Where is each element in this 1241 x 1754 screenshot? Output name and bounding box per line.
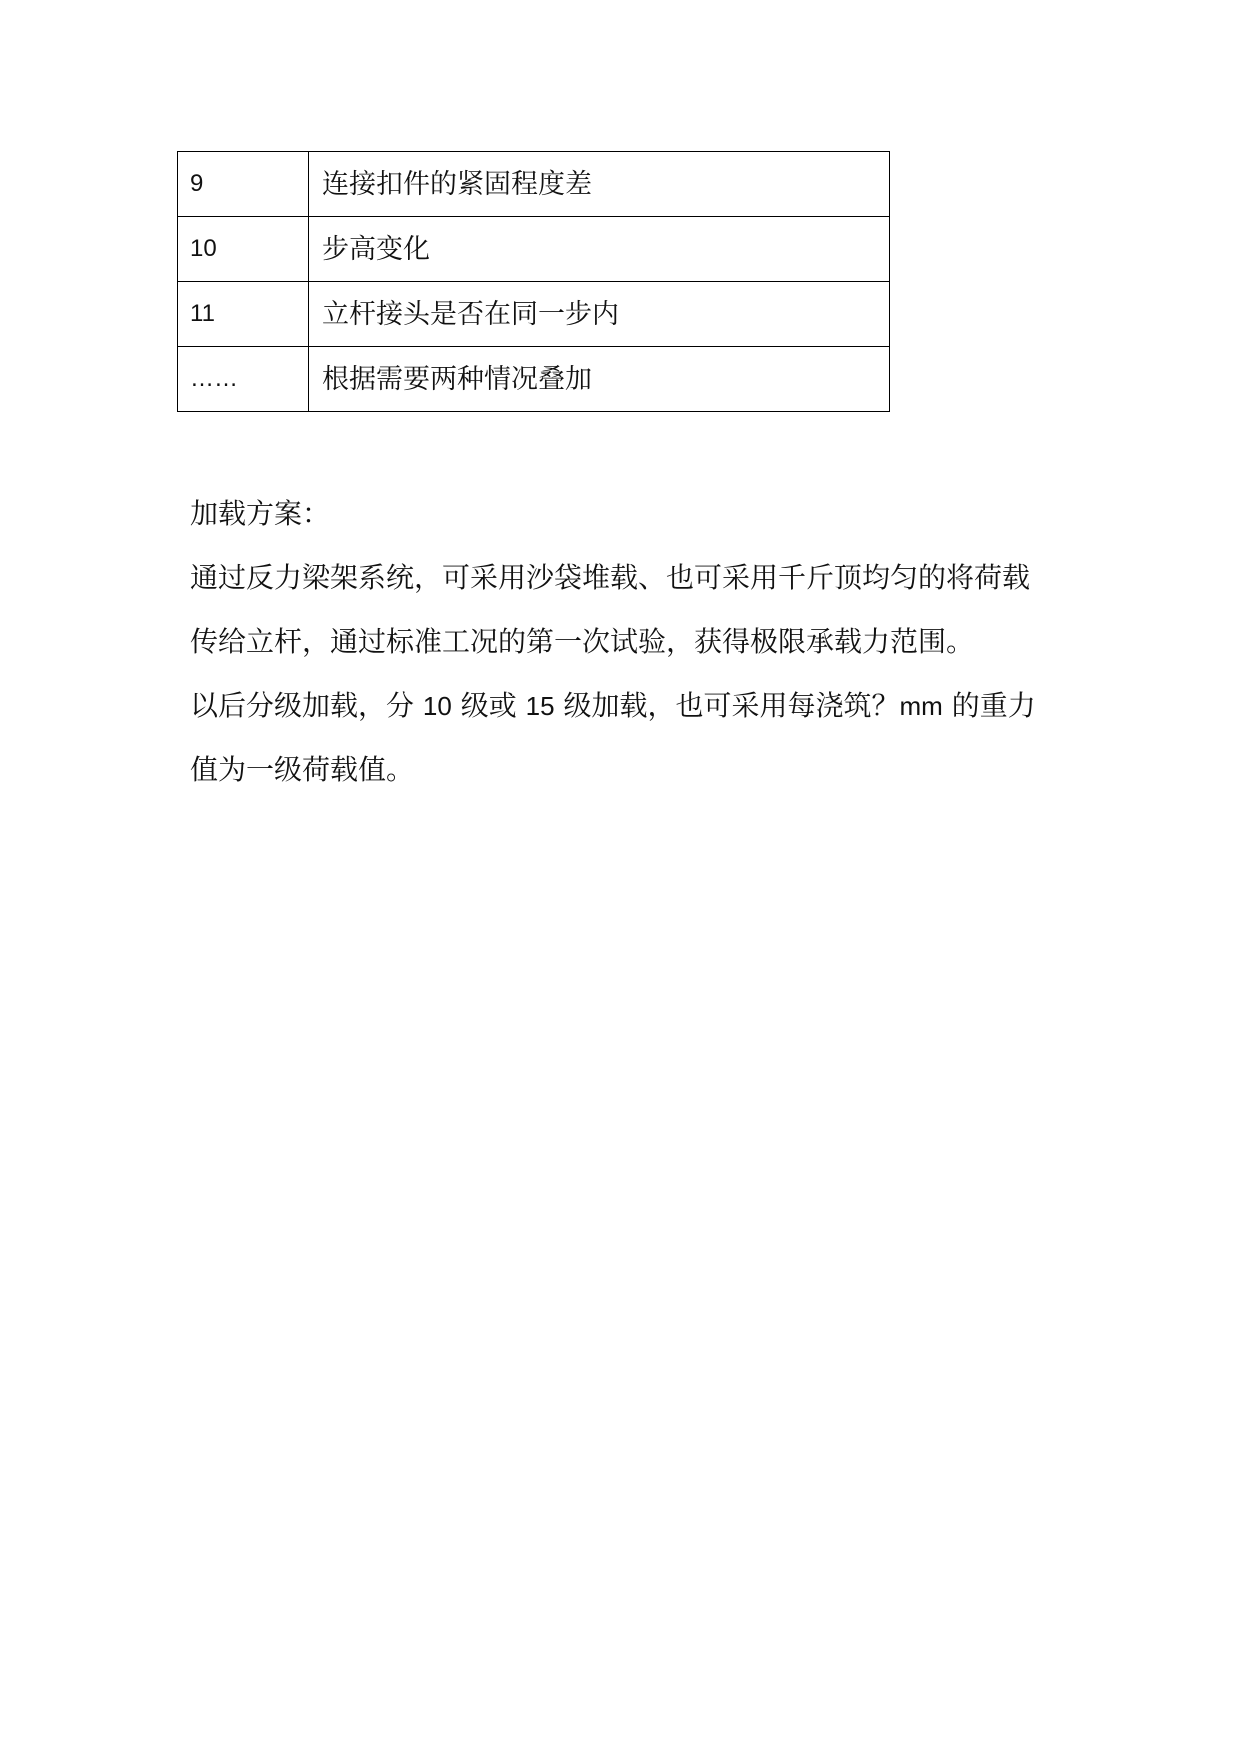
table-row (178, 152, 890, 217)
loading-heading: 加载方案： (190, 497, 331, 530)
level-count-15: 15 (525, 691, 555, 721)
row-number: 11 (178, 282, 309, 347)
row-number: …… (178, 347, 309, 412)
loading-paragraph-line-3 (190, 674, 1070, 738)
table-row (178, 217, 890, 282)
row-description: 立杆接头是否在同一步内 (309, 282, 890, 347)
loading-paragraph-line-1: 通过反力梁架系统，可采用沙袋堆载、也可采用千斤顶均匀的将荷载 (190, 561, 1031, 594)
table-row (178, 282, 890, 347)
line3-text: 的重力 (942, 689, 1036, 722)
row-description: 连接扣件的紧固程度差 (309, 152, 890, 217)
level-count-10: 10 (422, 691, 452, 721)
unit-mm: mm (899, 691, 943, 721)
line3-text: 级或 (451, 689, 526, 722)
line3-text: 级加载，也可采用每浇筑？ (554, 689, 900, 722)
row-number: 9 (178, 152, 309, 217)
row-description: 根据需要两种情况叠加 (309, 347, 890, 412)
loading-paragraph-line-2: 传给立杆，通过标准工况的第一次试验，获得极限承载力范围。 (190, 625, 975, 658)
table-row (178, 347, 890, 412)
loading-paragraph-line-4: 值为一级荷载值。 (190, 753, 415, 786)
row-number: 10 (178, 217, 309, 282)
line3-text: 以后分级加载，分 (190, 689, 423, 722)
row-description: 步高变化 (309, 217, 890, 282)
condition-table (177, 151, 890, 412)
